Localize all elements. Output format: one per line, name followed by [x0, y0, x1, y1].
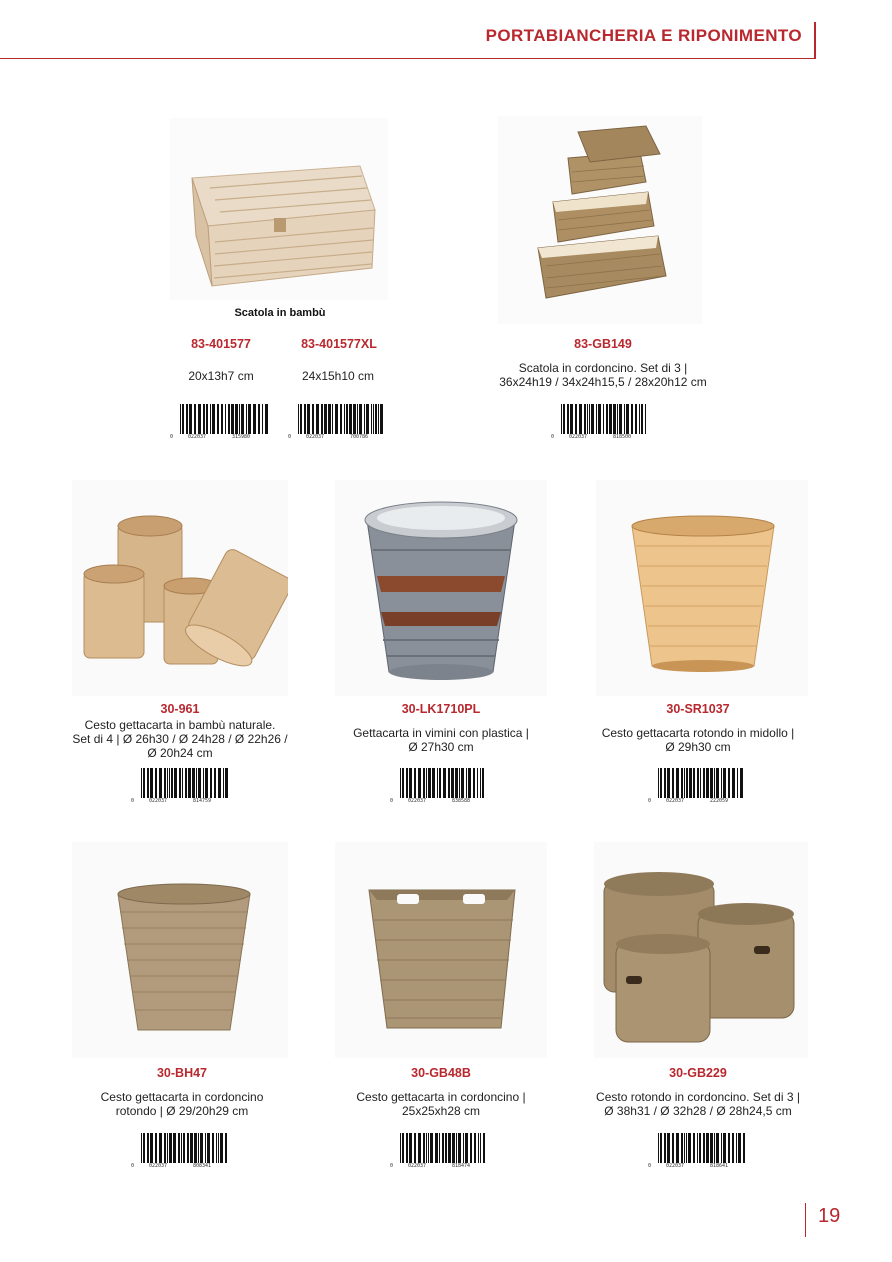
barcode-digits: 838588 — [452, 798, 471, 804]
product-code: 83-401577 — [191, 337, 251, 351]
barcode-bars — [561, 404, 651, 434]
barcode-digits: 315980 — [232, 434, 251, 440]
product-code: 30-GB48B — [411, 1066, 471, 1080]
rattan-bin-image — [596, 480, 808, 696]
barcode-digits: 0 — [648, 1163, 652, 1169]
barcode-digits: 022037 — [666, 1163, 685, 1169]
barcode-digits: 0 — [648, 798, 652, 804]
barcode-bars — [658, 1133, 748, 1163]
wicker-plastic-bin-image — [335, 480, 547, 696]
barcode-digits: 022037 — [188, 434, 207, 440]
barcode-digits: 814759 — [193, 798, 212, 804]
barcode-digits: 0 — [288, 434, 292, 440]
barcode-digits: 700786 — [350, 434, 369, 440]
page-number-divider — [805, 1203, 806, 1237]
barcode-digits: 0 — [551, 434, 555, 440]
barcode-digits: 0 — [131, 1163, 135, 1169]
product-code: 30-LK1710PL — [401, 702, 481, 716]
barcode-bars — [141, 1133, 231, 1163]
barcode-digits: 818474 — [452, 1163, 471, 1169]
barcode-digits: 818500 — [613, 434, 632, 440]
page-header-title: PORTABIANCHERIA E RIPONIMENTO — [485, 26, 802, 45]
barcode — [170, 404, 270, 440]
barcode-bars — [400, 768, 490, 798]
barcode — [131, 1133, 231, 1169]
barcode-bars — [141, 768, 231, 798]
barcode — [648, 768, 748, 804]
product-description: 24x15h10 cm — [301, 369, 375, 383]
seagrass-box-set-image — [498, 116, 702, 324]
barcode — [648, 1133, 748, 1169]
seagrass-round-basket-set-image — [594, 842, 808, 1058]
barcode-bars — [298, 404, 388, 434]
header-divider — [814, 22, 816, 58]
product-code: 83-GB149 — [574, 337, 632, 351]
product-description: Cesto gettacarta in bambù naturale. Set di 4 | Ø 26h30 / Ø 24h28 / Ø 22h26 / Ø 20h24 cm — [72, 718, 288, 760]
page-number: 19 — [818, 1205, 841, 1227]
barcode-bars — [180, 404, 270, 434]
barcode-bars — [658, 768, 748, 798]
barcode — [551, 404, 651, 440]
bamboo-bin-set-image — [72, 480, 288, 696]
barcode-digits: 022037 — [569, 434, 588, 440]
product-group-title: Scatola in bambù — [234, 307, 326, 319]
barcode-digits: 022037 — [306, 434, 325, 440]
product-code: 30-GB229 — [669, 1066, 727, 1080]
product-description: Cesto gettacarta rotondo in midollo | Ø 29h30 cm — [601, 726, 795, 754]
barcode-digits: 222059 — [710, 798, 729, 804]
product-description: Cesto gettacarta in cordoncino rotondo | Ø 29/20h29 cm — [100, 1090, 264, 1118]
product-code: 30-961 — [160, 702, 200, 716]
barcode-bars — [400, 1133, 490, 1163]
barcode-digits: 0 — [390, 1163, 394, 1169]
barcode-digits: 022037 — [408, 1163, 427, 1169]
barcode-digits: 0 — [390, 798, 394, 804]
barcode-digits: 022037 — [149, 1163, 168, 1169]
product-code: 30-SR1037 — [666, 702, 730, 716]
barcode-digits: 808341 — [193, 1163, 212, 1169]
barcode — [390, 1133, 490, 1169]
product-description: 20x13h7 cm — [188, 369, 254, 383]
barcode — [131, 768, 231, 804]
barcode-digits: 818641 — [710, 1163, 729, 1169]
header-rule — [0, 58, 816, 59]
barcode-digits: 022037 — [149, 798, 168, 804]
product-description: Scatola in cordoncino. Set di 3 | 36x24h19 / 34x24h15,5 / 28x20h12 cm — [499, 361, 707, 389]
product-code: 30-BH47 — [156, 1066, 208, 1080]
product-description: Cesto rotondo in cordoncino. Set di 3 | Ø 38h31 / Ø 32h28 / Ø 28h24,5 cm — [596, 1090, 800, 1118]
seagrass-square-bin-image — [335, 842, 547, 1058]
barcode — [390, 768, 490, 804]
seagrass-round-bin-image — [72, 842, 288, 1058]
product-description: Gettacarta in vimini con plastica | Ø 27h30 cm — [353, 726, 529, 754]
barcode-digits: 0 — [131, 798, 135, 804]
product-description: Cesto gettacarta in cordoncino | 25x25xh28 cm — [356, 1090, 526, 1118]
barcode — [288, 404, 388, 440]
bamboo-box-image — [170, 118, 388, 300]
barcode-digits: 022037 — [666, 798, 685, 804]
barcode-digits: 022037 — [408, 798, 427, 804]
product-code: 83-401577XL — [301, 337, 377, 351]
barcode-digits: 0 — [170, 434, 174, 440]
